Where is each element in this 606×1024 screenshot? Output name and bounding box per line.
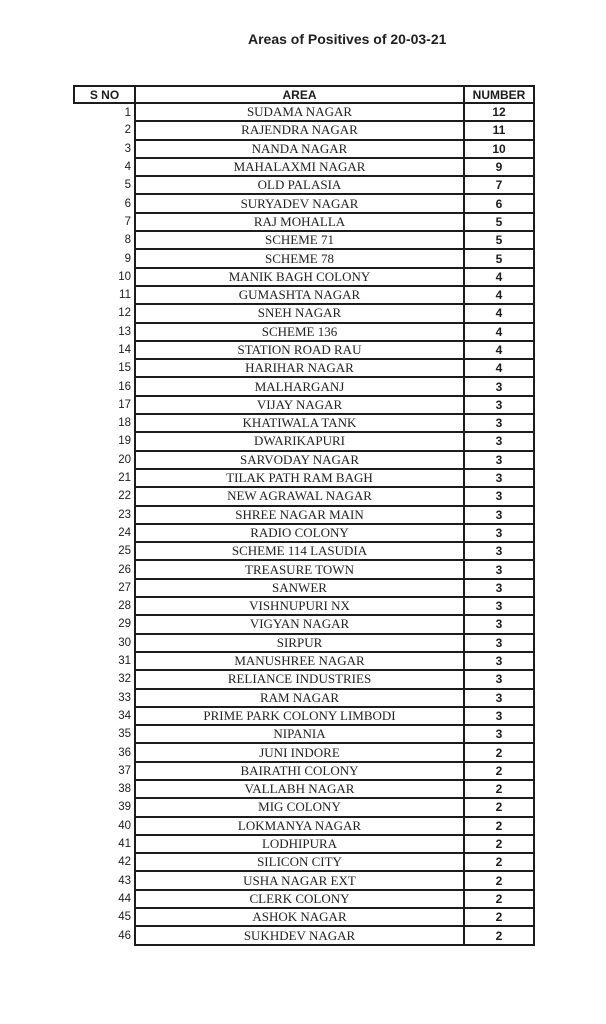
area-cell: VALLABH NAGAR xyxy=(135,780,464,798)
area-cell: SUKHDEV NAGAR xyxy=(135,926,464,944)
area-cell: TILAK PATH RAM BAGH xyxy=(135,469,464,487)
number-cell: 3 xyxy=(464,579,534,597)
table-row xyxy=(74,341,534,359)
area-cell: SUDAMA NAGAR xyxy=(135,103,464,121)
sno-cell: 2 xyxy=(74,121,135,139)
table-row xyxy=(74,268,534,286)
sno-cell: 8 xyxy=(74,231,135,249)
table-row xyxy=(74,213,534,231)
sno-cell: 44 xyxy=(74,890,135,908)
table-row xyxy=(74,524,534,542)
area-cell: VISHNUPURI NX xyxy=(135,597,464,615)
area-cell: SIRPUR xyxy=(135,634,464,652)
area-cell: MALHARGANJ xyxy=(135,377,464,395)
area-cell: TREASURE TOWN xyxy=(135,560,464,578)
sno-cell: 30 xyxy=(74,634,135,652)
area-cell: SURYADEV NAGAR xyxy=(135,194,464,212)
number-cell: 2 xyxy=(464,780,534,798)
number-cell: 3 xyxy=(464,597,534,615)
area-cell: BAIRATHI COLONY xyxy=(135,762,464,780)
table-row xyxy=(74,835,534,853)
area-cell: VIJAY NAGAR xyxy=(135,396,464,414)
number-cell: 6 xyxy=(464,194,534,212)
area-cell: CLERK COLONY xyxy=(135,890,464,908)
sno-cell: 13 xyxy=(74,323,135,341)
table-row xyxy=(74,249,534,267)
sno-cell: 10 xyxy=(74,268,135,286)
table-row xyxy=(74,194,534,212)
number-cell: 3 xyxy=(464,524,534,542)
number-cell: 4 xyxy=(464,304,534,322)
sno-cell: 39 xyxy=(74,798,135,816)
sno-cell: 22 xyxy=(74,487,135,505)
table-row xyxy=(74,652,534,670)
table-row xyxy=(74,560,534,578)
area-cell: SARVODAY NAGAR xyxy=(135,451,464,469)
table-row xyxy=(74,103,534,121)
sno-cell: 21 xyxy=(74,469,135,487)
number-cell: 2 xyxy=(464,762,534,780)
table-header xyxy=(74,86,534,103)
table-row xyxy=(74,487,534,505)
number-cell: 3 xyxy=(464,615,534,633)
sno-cell: 5 xyxy=(74,176,135,194)
sno-cell: 28 xyxy=(74,597,135,615)
area-cell: NIPANIA xyxy=(135,725,464,743)
sno-cell: 29 xyxy=(74,615,135,633)
number-cell: 3 xyxy=(464,469,534,487)
sno-cell: 34 xyxy=(74,707,135,725)
table-row xyxy=(74,689,534,707)
number-cell: 3 xyxy=(464,689,534,707)
number-cell: 5 xyxy=(464,249,534,267)
number-cell: 3 xyxy=(464,414,534,432)
sno-cell: 11 xyxy=(74,286,135,304)
sno-cell: 1 xyxy=(74,103,135,121)
sno-cell: 38 xyxy=(74,780,135,798)
sno-cell: 25 xyxy=(74,542,135,560)
number-cell: 4 xyxy=(464,323,534,341)
table-row xyxy=(74,926,534,944)
area-cell: RAM NAGAR xyxy=(135,689,464,707)
number-cell: 2 xyxy=(464,890,534,908)
table-row xyxy=(74,396,534,414)
number-cell: 2 xyxy=(464,926,534,944)
sno-cell: 18 xyxy=(74,414,135,432)
sno-cell: 9 xyxy=(74,249,135,267)
number-cell: 5 xyxy=(464,213,534,231)
table-row xyxy=(74,542,534,560)
area-cell: MANUSHREE NAGAR xyxy=(135,652,464,670)
sno-cell: 27 xyxy=(74,579,135,597)
number-cell: 11 xyxy=(464,121,534,139)
number-cell: 4 xyxy=(464,359,534,377)
table-row xyxy=(74,634,534,652)
area-cell: PRIME PARK COLONY LIMBODI xyxy=(135,707,464,725)
number-cell: 2 xyxy=(464,908,534,926)
area-cell: VIGYAN NAGAR xyxy=(135,615,464,633)
area-cell: SCHEME 136 xyxy=(135,323,464,341)
sno-cell: 15 xyxy=(74,359,135,377)
area-cell: SANWER xyxy=(135,579,464,597)
area-cell: SCHEME 114 LASUDIA xyxy=(135,542,464,560)
sno-cell: 7 xyxy=(74,213,135,231)
area-cell: RAJ MOHALLA xyxy=(135,213,464,231)
sno-cell: 19 xyxy=(74,432,135,450)
number-cell: 3 xyxy=(464,670,534,688)
table-row xyxy=(74,780,534,798)
number-cell: 12 xyxy=(464,103,534,121)
sno-cell: 42 xyxy=(74,853,135,871)
table-row xyxy=(74,890,534,908)
number-cell: 3 xyxy=(464,652,534,670)
table-row xyxy=(74,323,534,341)
table-row xyxy=(74,579,534,597)
table-row xyxy=(74,359,534,377)
area-cell: SCHEME 71 xyxy=(135,231,464,249)
area-cell: MIG COLONY xyxy=(135,798,464,816)
area-cell: USHA NAGAR EXT xyxy=(135,871,464,889)
table-row xyxy=(74,414,534,432)
area-cell: STATION ROAD RAU xyxy=(135,341,464,359)
number-cell: 10 xyxy=(464,140,534,158)
sno-cell: 32 xyxy=(74,670,135,688)
table-row xyxy=(74,158,534,176)
number-cell: 3 xyxy=(464,707,534,725)
number-cell: 3 xyxy=(464,487,534,505)
area-cell: LOKMANYA NAGAR xyxy=(135,817,464,835)
table-row xyxy=(74,231,534,249)
table-row xyxy=(74,798,534,816)
number-cell: 3 xyxy=(464,451,534,469)
area-cell: KHATIWALA TANK xyxy=(135,414,464,432)
page-title: Areas of Positives of 20-03-21 xyxy=(248,31,447,47)
sno-cell: 45 xyxy=(74,908,135,926)
sno-cell: 4 xyxy=(74,158,135,176)
area-cell: SNEH NAGAR xyxy=(135,304,464,322)
table-row xyxy=(74,725,534,743)
col-header-sno: S NO xyxy=(74,86,135,103)
table-row xyxy=(74,432,534,450)
sno-cell: 43 xyxy=(74,871,135,889)
sno-cell: 6 xyxy=(74,194,135,212)
header-row xyxy=(74,86,534,103)
area-cell: NEW AGRAWAL NAGAR xyxy=(135,487,464,505)
sno-cell: 17 xyxy=(74,396,135,414)
sno-cell: 23 xyxy=(74,506,135,524)
table-row xyxy=(74,743,534,761)
number-cell: 3 xyxy=(464,432,534,450)
table-row xyxy=(74,871,534,889)
area-cell: GUMASHTA NAGAR xyxy=(135,286,464,304)
number-cell: 5 xyxy=(464,231,534,249)
table-row xyxy=(74,121,534,139)
area-cell: LODHIPURA xyxy=(135,835,464,853)
number-cell: 2 xyxy=(464,835,534,853)
table-row xyxy=(74,853,534,871)
sno-cell: 33 xyxy=(74,689,135,707)
sno-cell: 31 xyxy=(74,652,135,670)
number-cell: 2 xyxy=(464,743,534,761)
table-row xyxy=(74,615,534,633)
table-row xyxy=(74,451,534,469)
table-row xyxy=(74,597,534,615)
number-cell: 4 xyxy=(464,268,534,286)
area-cell: MAHALAXMI NAGAR xyxy=(135,158,464,176)
col-header-area: AREA xyxy=(135,86,464,103)
area-cell: SCHEME 78 xyxy=(135,249,464,267)
col-header-number: NUMBER xyxy=(464,86,534,103)
area-cell: NANDA NAGAR xyxy=(135,140,464,158)
number-cell: 3 xyxy=(464,560,534,578)
number-cell: 4 xyxy=(464,286,534,304)
number-cell: 3 xyxy=(464,542,534,560)
table-row xyxy=(74,304,534,322)
table-row xyxy=(74,469,534,487)
table-row xyxy=(74,140,534,158)
sno-cell: 46 xyxy=(74,926,135,944)
number-cell: 2 xyxy=(464,817,534,835)
sno-cell: 26 xyxy=(74,560,135,578)
area-cell: ASHOK NAGAR xyxy=(135,908,464,926)
area-cell: RAJENDRA NAGAR xyxy=(135,121,464,139)
area-cell: RELIANCE INDUSTRIES xyxy=(135,670,464,688)
sno-cell: 37 xyxy=(74,762,135,780)
sno-cell: 36 xyxy=(74,743,135,761)
sno-cell: 40 xyxy=(74,817,135,835)
table-row xyxy=(74,670,534,688)
number-cell: 2 xyxy=(464,871,534,889)
sno-cell: 35 xyxy=(74,725,135,743)
positives-table xyxy=(73,85,535,946)
number-cell: 3 xyxy=(464,377,534,395)
area-cell: DWARIKAPURI xyxy=(135,432,464,450)
sno-cell: 20 xyxy=(74,451,135,469)
area-cell: JUNI INDORE xyxy=(135,743,464,761)
table-row xyxy=(74,817,534,835)
table-body xyxy=(74,103,534,945)
table-row xyxy=(74,707,534,725)
number-cell: 7 xyxy=(464,176,534,194)
number-cell: 3 xyxy=(464,634,534,652)
area-cell: RADIO COLONY xyxy=(135,524,464,542)
area-cell: SHREE NAGAR MAIN xyxy=(135,506,464,524)
number-cell: 3 xyxy=(464,396,534,414)
table-row xyxy=(74,377,534,395)
sno-cell: 12 xyxy=(74,304,135,322)
sno-cell: 24 xyxy=(74,524,135,542)
sno-cell: 41 xyxy=(74,835,135,853)
table-row xyxy=(74,506,534,524)
number-cell: 9 xyxy=(464,158,534,176)
area-cell: HARIHAR NAGAR xyxy=(135,359,464,377)
number-cell: 2 xyxy=(464,853,534,871)
area-cell: MANIK BAGH COLONY xyxy=(135,268,464,286)
number-cell: 4 xyxy=(464,341,534,359)
table-row xyxy=(74,176,534,194)
number-cell: 3 xyxy=(464,506,534,524)
sno-cell: 14 xyxy=(74,341,135,359)
area-cell: SILICON CITY xyxy=(135,853,464,871)
table-row xyxy=(74,908,534,926)
number-cell: 3 xyxy=(464,725,534,743)
sno-cell: 16 xyxy=(74,377,135,395)
table-row xyxy=(74,762,534,780)
table-row xyxy=(74,286,534,304)
sno-cell: 3 xyxy=(74,140,135,158)
area-cell: OLD PALASIA xyxy=(135,176,464,194)
number-cell: 2 xyxy=(464,798,534,816)
